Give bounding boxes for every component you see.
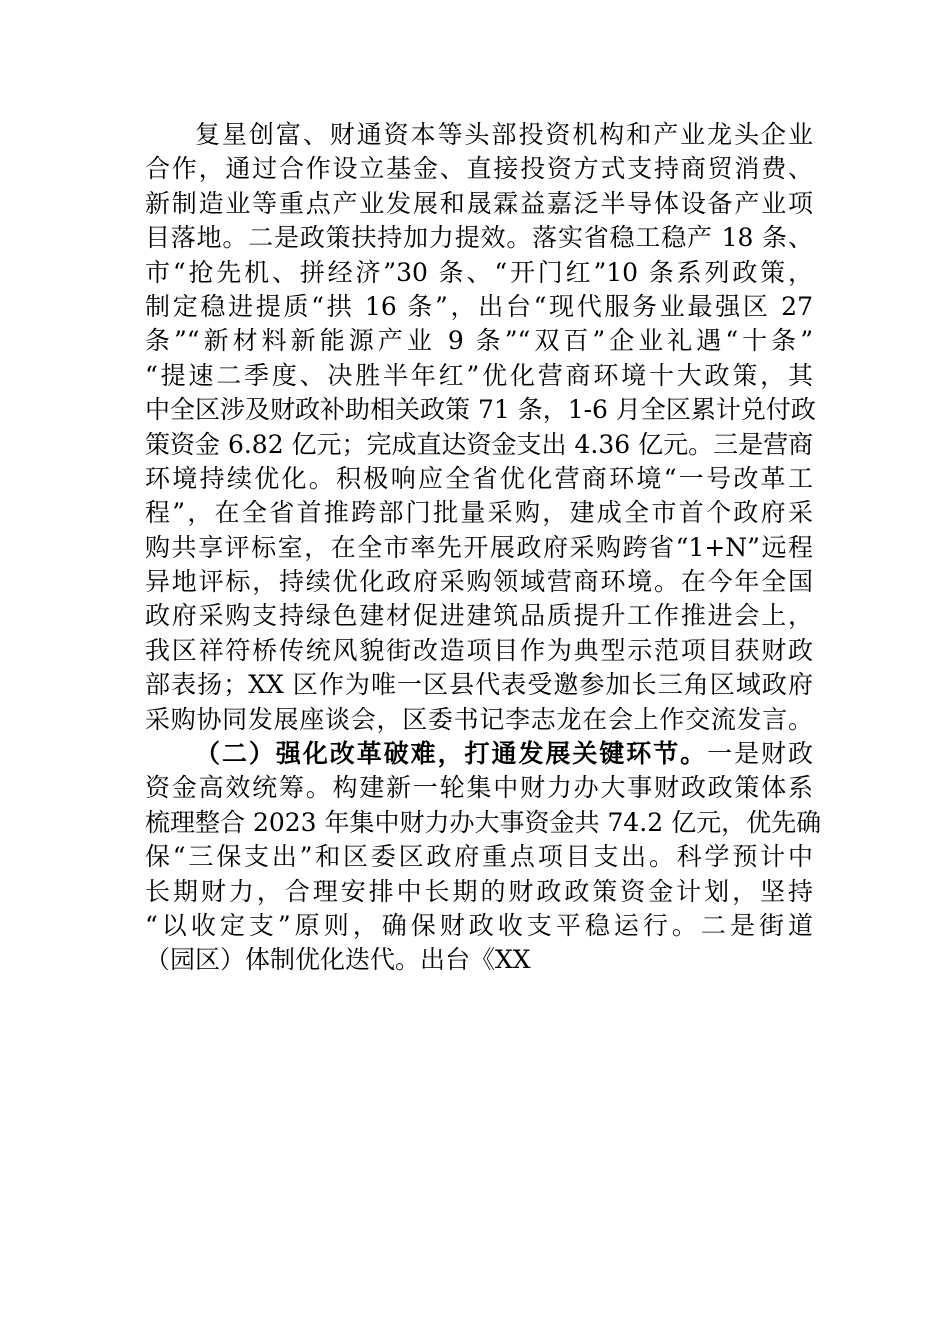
paragraph-line: 程”，在全省首推跨部门批量采购，建成全市首个政府采	[145, 498, 813, 528]
paragraph-line: “提速二季度、决胜半年红”优化营商环境十大政策，其	[145, 360, 813, 390]
paragraph-line: 制定稳进提质“拱 16 条”，出台“现代服务业最强区 27	[145, 291, 813, 321]
paragraph-line: 保“三保支出”和区委区政府重点项目支出。科学预计中	[145, 842, 813, 872]
paragraph-2	[145, 737, 822, 978]
paragraph-line: 复星创富、财通资本等头部投资机构和产业龙头企业	[195, 120, 813, 149]
paragraph-line: 我区祥符桥传统风貌街改造项目作为典型示范项目获财政	[145, 635, 813, 665]
paragraph-line: 政府采购支持绿色建材促进建筑品质提升工作推进会上，	[145, 601, 813, 631]
paragraph-line: “以收定支”原则，确保财政收支平稳运行。二是街道	[145, 910, 813, 940]
paragraph-line: 中全区涉及财政补助相关政策 71 条，1-6 月全区累计兑付政	[145, 395, 816, 425]
paragraph-line: 策资金 6.82 亿元；完成直达资金支出 4.36 亿元。三是营商	[145, 429, 814, 459]
paragraph-line: 部表扬；XX 区作为唯一区县代表受邀参加长三角区域政府	[145, 670, 813, 700]
paragraph-line: 新制造业等重点产业发展和晟霖益嘉泛半导体设备产业项	[145, 188, 813, 218]
document-body	[145, 118, 822, 978]
paragraph-line: 合作，通过合作设立基金、直接投资方式支持商贸消费、	[145, 154, 813, 184]
paragraph-line: 市“抢先机、拼经济”30 条、“开门红”10 条系列政策，	[145, 257, 813, 287]
paragraph-line: 环境持续优化。积极响应全省优化营商环境“一号改革工	[145, 463, 813, 493]
paragraph-line: 梳理整合 2023 年集中财力办大事资金共 74.2 亿元，优先确	[145, 807, 822, 837]
paragraph-line: 目落地。二是政策扶持加力提效。落实省稳工稳产 18 条、	[145, 223, 813, 253]
paragraph-text: 一是财政	[707, 739, 813, 769]
paragraph-line: （园区）体制优化迭代。出台《XX	[145, 945, 531, 975]
paragraph-1	[145, 118, 816, 737]
paragraph-line: 采购协同发展座谈会，区委书记李志龙在会上作交流发言。	[145, 704, 813, 734]
paragraph-line	[145, 737, 813, 771]
paragraph-line: 资金高效统筹。构建新一轮集中财力办大事财政政策体系	[145, 773, 813, 803]
paragraph-line: 长期财力，合理安排中长期的财政政策资金计划，坚持	[145, 876, 813, 906]
section-heading: （二）强化改革破难，打通发展关键环节。	[195, 739, 708, 769]
paragraph-line: 异地评标，持续优化政府采购领域营商环境。在今年全国	[145, 567, 813, 597]
paragraph-line: 条”“新材料新能源产业 9 条”“双百”企业礼遇“十条”	[145, 326, 813, 356]
paragraph-line: 购共享评标室，在全市率先开展政府采购跨省“1+N”远程	[145, 532, 813, 562]
